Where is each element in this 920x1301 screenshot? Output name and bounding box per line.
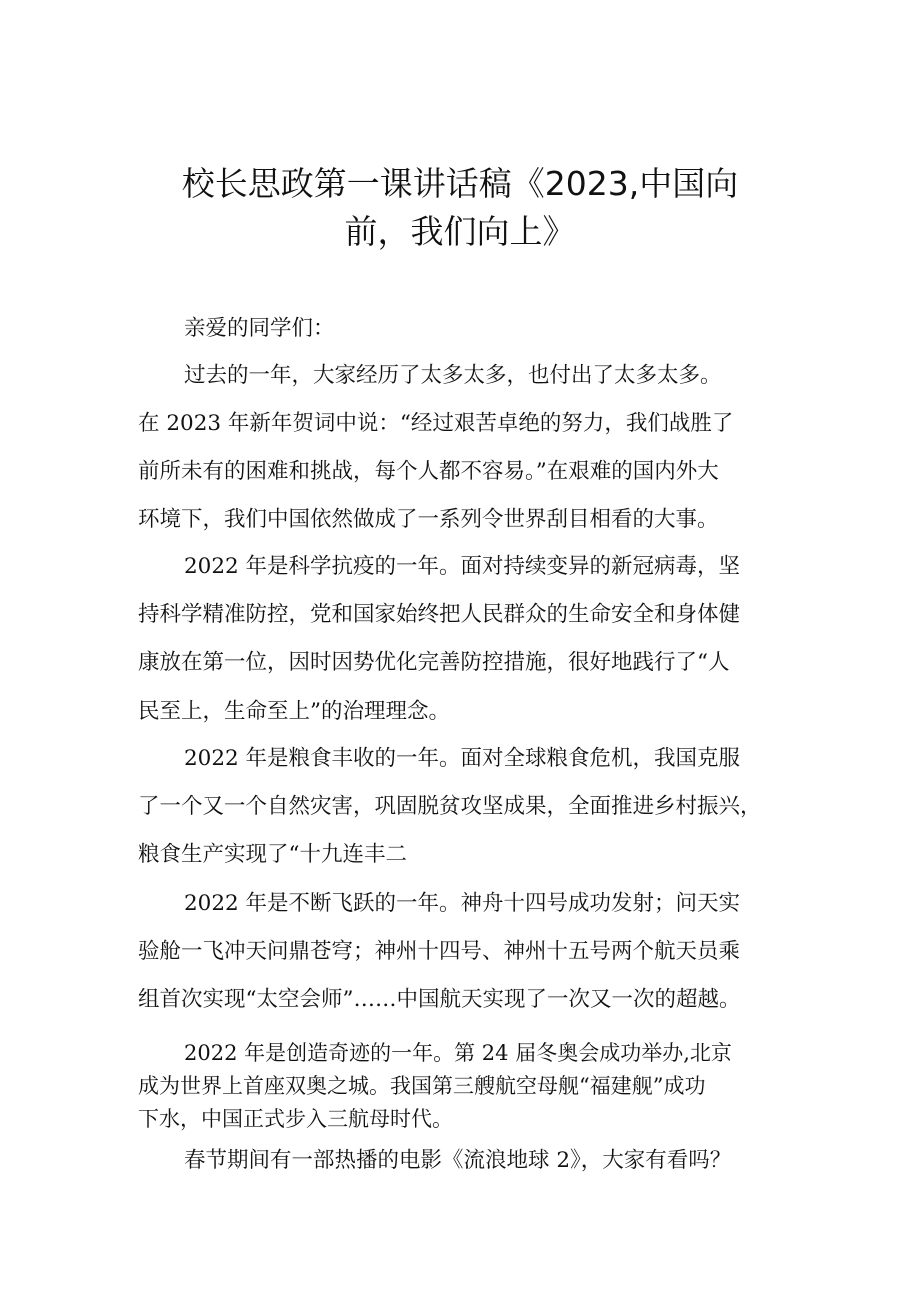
- paragraph-line: 过去的一年，大家经历了太多太多，也付出了太多太多。: [184, 363, 722, 388]
- paragraph-line: 成为世界上首座双奥之城。我国第三艘航空母舰“福建舰”成功: [138, 1074, 706, 1098]
- paragraph-line: 民至上，生命至上”的治理理念。: [138, 699, 450, 724]
- paragraph-line: 环境下，我们中国依然做成了一系列令世界刮目相看的大事。: [138, 507, 719, 532]
- paragraph-line: 粮食生产实现了“十九连丰二: [138, 842, 407, 867]
- paragraph-line: 春节期间有一部热播的电影《流浪地球 2》，大家有看吗？: [184, 1148, 732, 1173]
- paragraph-line: 持科学精准防控，党和国家始终把人民群众的生命安全和身体健: [138, 602, 741, 627]
- paragraph-line: 验舱一飞冲天问鼎苍穹；神州十四号、神州十五号两个航天员乘: [138, 939, 741, 964]
- paragraph-line: 2022 年是创造奇迹的一年。第 24 届冬奥会成功举办,北京: [184, 1041, 732, 1065]
- document-title-line-2: 前，我们向上》: [344, 212, 576, 251]
- paragraph-line: 康放在第一位，因时因势优化完善防控措施，很好地践行了“人: [138, 650, 730, 675]
- paragraph-line: 2022 年是科学抗疫的一年。面对持续变异的新冠病毒，坚: [184, 554, 741, 579]
- document-title-line-1: 校长思政第一课讲话稿《2023,中国向: [181, 164, 739, 203]
- paragraph-line: 2022 年是不断飞跃的一年。神舟十四号成功发射；问天实: [184, 891, 741, 916]
- paragraph-line: 下水，中国正式步入三航母时代。: [138, 1107, 453, 1131]
- salutation: 亲爱的同学们：: [184, 316, 335, 341]
- paragraph-line: 了一个又一个自然灾害，巩固脱贫攻坚成果，全面推进乡村振兴，: [138, 794, 762, 819]
- paragraph-line: 在 2023 年新年贺词中说：“经过艰苦卓绝的努力，我们战胜了: [138, 411, 734, 436]
- paragraph-line: 前所未有的困难和挑战，每个人都不容易。”在艰难的国内外大: [138, 459, 719, 484]
- paragraph-line: 2022 年是粮食丰收的一年。面对全球粮食危机，我国克服: [184, 746, 741, 771]
- paragraph-line: 组首次实现“太空会师”……中国航天实现了一次又一次的超越。: [138, 987, 741, 1012]
